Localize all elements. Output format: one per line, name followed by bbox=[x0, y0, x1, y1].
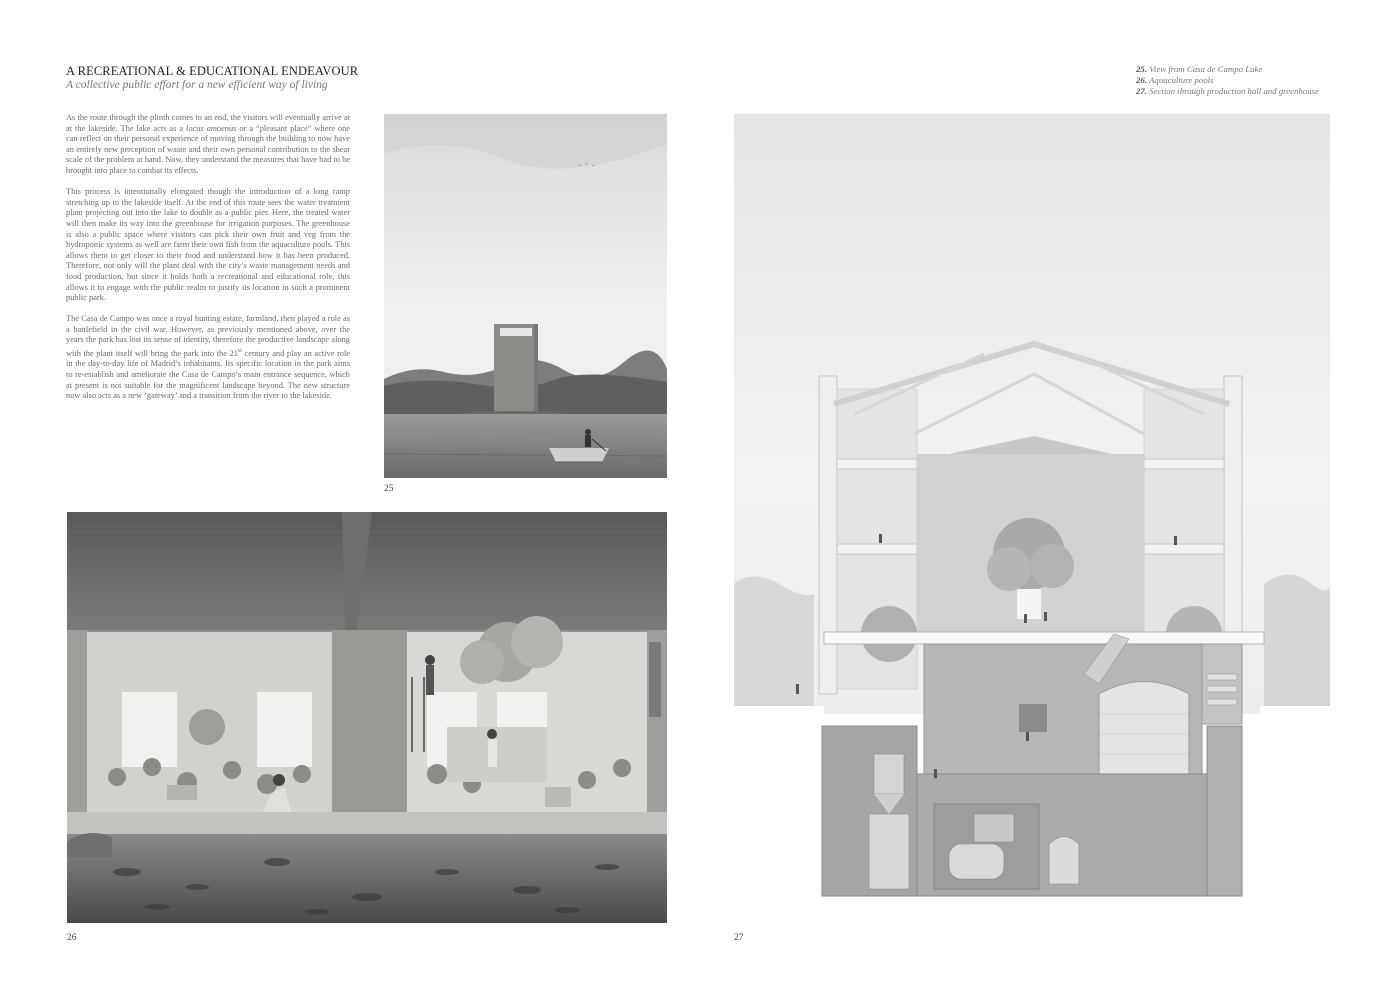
body-text bbox=[66, 113, 350, 402]
page-subtitle: A collective public effort for a new efficient way of living bbox=[66, 79, 328, 91]
paragraph-2: This process is intentionally elongated though the introduction of a long ramp stretching up to the lakeside itself. At the end of this route sees the water treatment plant projecting out into the lake to double as a public pier. Here, the treated water will then make its way into the greenhouse for irrigation purposes. The greenhouse is also a public space where visitors can pick their own fruit and veg from the hydroponic systems as well are farm their own fish from the aquaculture pools. This allows them to get closer to their food and understand how it has been produced. Therefore, not only will the plant deal with the city’s waste management needs and food production, but since it holds both a recreational and educational role, this allows it to engage with the public realm to justify its location in such a prominent public park. bbox=[66, 187, 350, 303]
paragraph-1: As the route through the plinth comes to an end, the visitors will eventually arrive at at the lakeside. The lake acts as a locus amoenus or a “pleasant place” where one can reflect on their personal experience of moving through the building to now have an entirely new perception of waste and their own personal contribution to the shear scale of the problem at hand. Now, they understand the measures that have had to be brought into place to combat its effects. bbox=[66, 113, 351, 175]
figure-27-section bbox=[734, 114, 1330, 910]
caption-25: 25. View from Casa de Campo Lake bbox=[1136, 64, 1263, 74]
figure-26-aquaculture-interior bbox=[67, 512, 667, 923]
aquaculture-interior-illustration bbox=[67, 512, 667, 923]
caption-27: 27. Section through production hall and greenhouse bbox=[1136, 86, 1320, 96]
caption-26: 26. Aquaculture pools bbox=[1136, 75, 1214, 85]
section-illustration bbox=[734, 114, 1330, 910]
figure-25-lake-view bbox=[384, 114, 667, 478]
figure-27-label: 27 bbox=[734, 933, 744, 943]
figure-26-label: 26 bbox=[67, 933, 77, 943]
paragraph-3: The Casa de Campo was once a royal hunting estate, farmland, then played a role as a battlefield in the civil war. However, as previously mentioned above, over the years the park has lost its sense of identity, therefore the productive landscape along with the plant itself will bring the park into the 21st century and play an active role in the day-to-day life of Madrid’s inhabitants. Its specific location in the park aims to re-establish and ameliorate the Casa de Campo’s main entrance sequence, which at present is not suitable for the magnificent landscape beyond. The new structure now also acts as a new ‘gateway’ and a transition from the river to the lakeside. bbox=[66, 314, 350, 401]
figure-25-label: 25 bbox=[384, 484, 394, 494]
figure-captions bbox=[1136, 64, 1319, 97]
page-title: A RECREATIONAL & EDUCATIONAL ENDEAVOUR bbox=[66, 64, 359, 78]
lake-view-illustration bbox=[384, 114, 667, 478]
